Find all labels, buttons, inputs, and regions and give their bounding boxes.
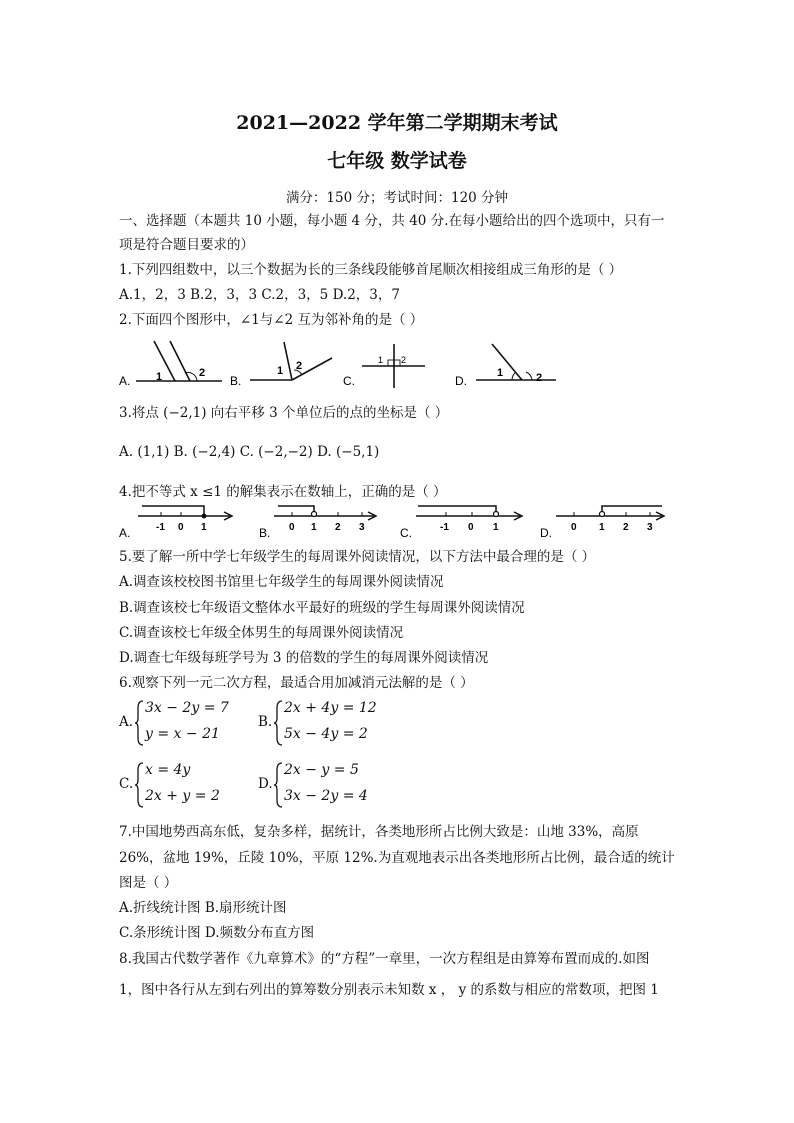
- q4-label-d: D.: [540, 526, 552, 540]
- q4-d-solution-ray: [602, 506, 662, 514]
- q4-a-endpoint: [202, 514, 207, 519]
- q4-label-c: C.: [400, 526, 412, 540]
- q6-c-eq1: x = 4y: [145, 762, 191, 778]
- q6-a-eq1: 3x − 2y = 7: [145, 700, 229, 716]
- q4-d-label-2: 1: [599, 522, 605, 533]
- q7-line1: 7.中国地势西高东低，复杂多样，据统计，各类地形所占比例大致是：山地 33%，高原: [119, 824, 639, 840]
- q2-c-right-angle-2: [394, 360, 400, 366]
- exam-subtitle: 七年级 数学试卷: [327, 150, 467, 172]
- q2-c-angle1: 1: [378, 355, 384, 365]
- q4-a-solution-ray: [142, 506, 204, 516]
- q3-stem: 3.将点 (−2,1) 向右平移 3 个单位后的点的坐标是（ ）: [119, 405, 449, 421]
- q4-c-solution-ray: [418, 506, 496, 512]
- q7-line3: 图是（ ）: [119, 875, 178, 891]
- q4-c-label-1: -1: [440, 522, 449, 533]
- q2-stem: 2.下面四个图形中，∠1与∠2 互为邻补角的是（ ）: [119, 312, 424, 328]
- q5-option-c: C.调查该校七年级全体男生的每周课外阅读情况: [119, 625, 404, 641]
- q2-label-a: A.: [119, 374, 131, 388]
- q2-a-ray2: [170, 341, 190, 381]
- q5-option-a: A.调查该校校图书馆里七年级学生的每周课外阅读情况: [119, 574, 444, 590]
- q6-b-label: B.: [258, 714, 273, 730]
- q2-label-c: C.: [343, 374, 355, 388]
- q2-b-angle2: 2: [296, 360, 303, 372]
- q6-b-brace-icon: [273, 700, 283, 746]
- q5-option-d: D.调查七年级每班学号为 3 的倍数的学生的每周课外阅读情况: [119, 650, 489, 666]
- q2-label-d: D.: [455, 374, 467, 388]
- q5-stem: 5.要了解一所中学七年级学生的每周课外阅读情况，以下方法中最合理的是（ ）: [119, 549, 596, 565]
- section1-line2: 项是符合题目要求的）: [119, 237, 254, 253]
- q6-d-label: D.: [258, 776, 273, 792]
- q4-c-label-2: 0: [468, 522, 474, 533]
- q4-stem: 4.把不等式 x ≤1 的解集表示在数轴上，正确的是（ ）: [119, 484, 447, 500]
- exam-info: 满分：150 分；考试时间：120 分钟: [285, 190, 509, 206]
- q6-d-brace-icon: [273, 762, 283, 808]
- q8-line2: 1，图中各行从左到右列出的算筹数分别表示未知数 x ， y 的系数与相应的常数项，把图 1: [119, 982, 659, 998]
- q2-c-angle2: 2: [401, 355, 407, 365]
- q1-stem: 1.下列四组数中，以三个数据为长的三条线段能够首尾顺次相接组成三角形的是（ ）: [119, 262, 623, 278]
- q6-d-eq1: 2x − y = 5: [284, 762, 359, 778]
- q2-d-arc2: [526, 372, 532, 380]
- q4-b-label-2: 1: [311, 522, 317, 533]
- q1-options: A.1，2，3 B.2，3，3 C.2，3，5 D.2，3，7: [119, 287, 400, 303]
- q4-d-label-3: 2: [623, 522, 629, 533]
- q6-a-brace-icon: [134, 700, 144, 746]
- q5-option-b: B.调查该校七年级语文整体水平最好的班级的学生每周课外阅读情况: [119, 600, 525, 616]
- q4-c-label-3: 1: [493, 522, 499, 533]
- q2-label-b: B.: [230, 374, 242, 388]
- q4-label-b: B.: [259, 526, 271, 540]
- q4-b-solution-ray: [278, 506, 314, 512]
- q2-b-ray: [284, 342, 292, 380]
- q6-a-label: A.: [119, 714, 134, 730]
- q2-d-angle2: 2: [536, 372, 543, 384]
- q2-d-angle1: 1: [497, 367, 504, 379]
- q6-stem: 6.观察下列一元二次方程，最适合用加减消元法解的是（ ）: [119, 675, 474, 691]
- q2-a-angle2: 2: [199, 367, 206, 379]
- q6-c-brace-icon: [134, 762, 144, 808]
- q4-b-label-4: 3: [359, 522, 365, 533]
- q2-c-right-angle-1: [388, 360, 394, 366]
- q2-figures: [112, 336, 572, 394]
- exam-title: 2021—2022 学年第二学期期末考试: [236, 112, 558, 134]
- q4-a-label-3: 1: [201, 522, 207, 533]
- q2-a-angle1: 1: [156, 371, 163, 383]
- q6-c-eq2: 2x + y = 2: [145, 788, 220, 804]
- q4-b-label-1: 0: [289, 522, 295, 533]
- q3-options: A. (1,1) B. (−2,4) C. (−2,−2) D. (−5,1): [119, 444, 380, 460]
- section1-line1: 一、选择题（本题共 10 小题，每小题 4 分，共 40 分.在每小题给出的四个选项中，只有一: [119, 213, 665, 229]
- q4-c-endpoint: [494, 512, 499, 517]
- q4-a-label-1: -1: [156, 522, 165, 533]
- q4-b-label-3: 2: [335, 522, 341, 533]
- q6-b-eq2: 5x − 4y = 2: [284, 726, 368, 742]
- q6-a-eq2: y = x − 21: [145, 726, 220, 742]
- q4-number-lines: [112, 500, 672, 542]
- q7-line2: 26%，盆地 19%，丘陵 10%，平原 12%.为直观地表示出各类地形所占比例，最合适的统计: [119, 850, 675, 866]
- q6-d-eq2: 3x − 2y = 4: [284, 788, 368, 804]
- q7-options-ab: A.折线统计图 B.扇形统计图: [119, 900, 287, 916]
- q2-b-angle1: 1: [277, 365, 284, 377]
- q4-b-endpoint: [312, 512, 317, 517]
- q8-line1: 8.我国古代数学著作《九章算术》的“方程”一章里，一次方程组是由算筹布置而成的.如图: [119, 951, 650, 967]
- q6-b-eq1: 2x + 4y = 12: [284, 700, 377, 716]
- q4-a-label-2: 0: [178, 522, 184, 533]
- q4-d-endpoint: [600, 512, 605, 517]
- q4-d-label-4: 3: [647, 522, 653, 533]
- q6-c-label: C.: [119, 776, 134, 792]
- q4-d-label-1: 0: [571, 522, 577, 533]
- q7-options-cd: C.条形统计图 D.频数分布直方图: [119, 925, 315, 941]
- q4-label-a: A.: [119, 526, 131, 540]
